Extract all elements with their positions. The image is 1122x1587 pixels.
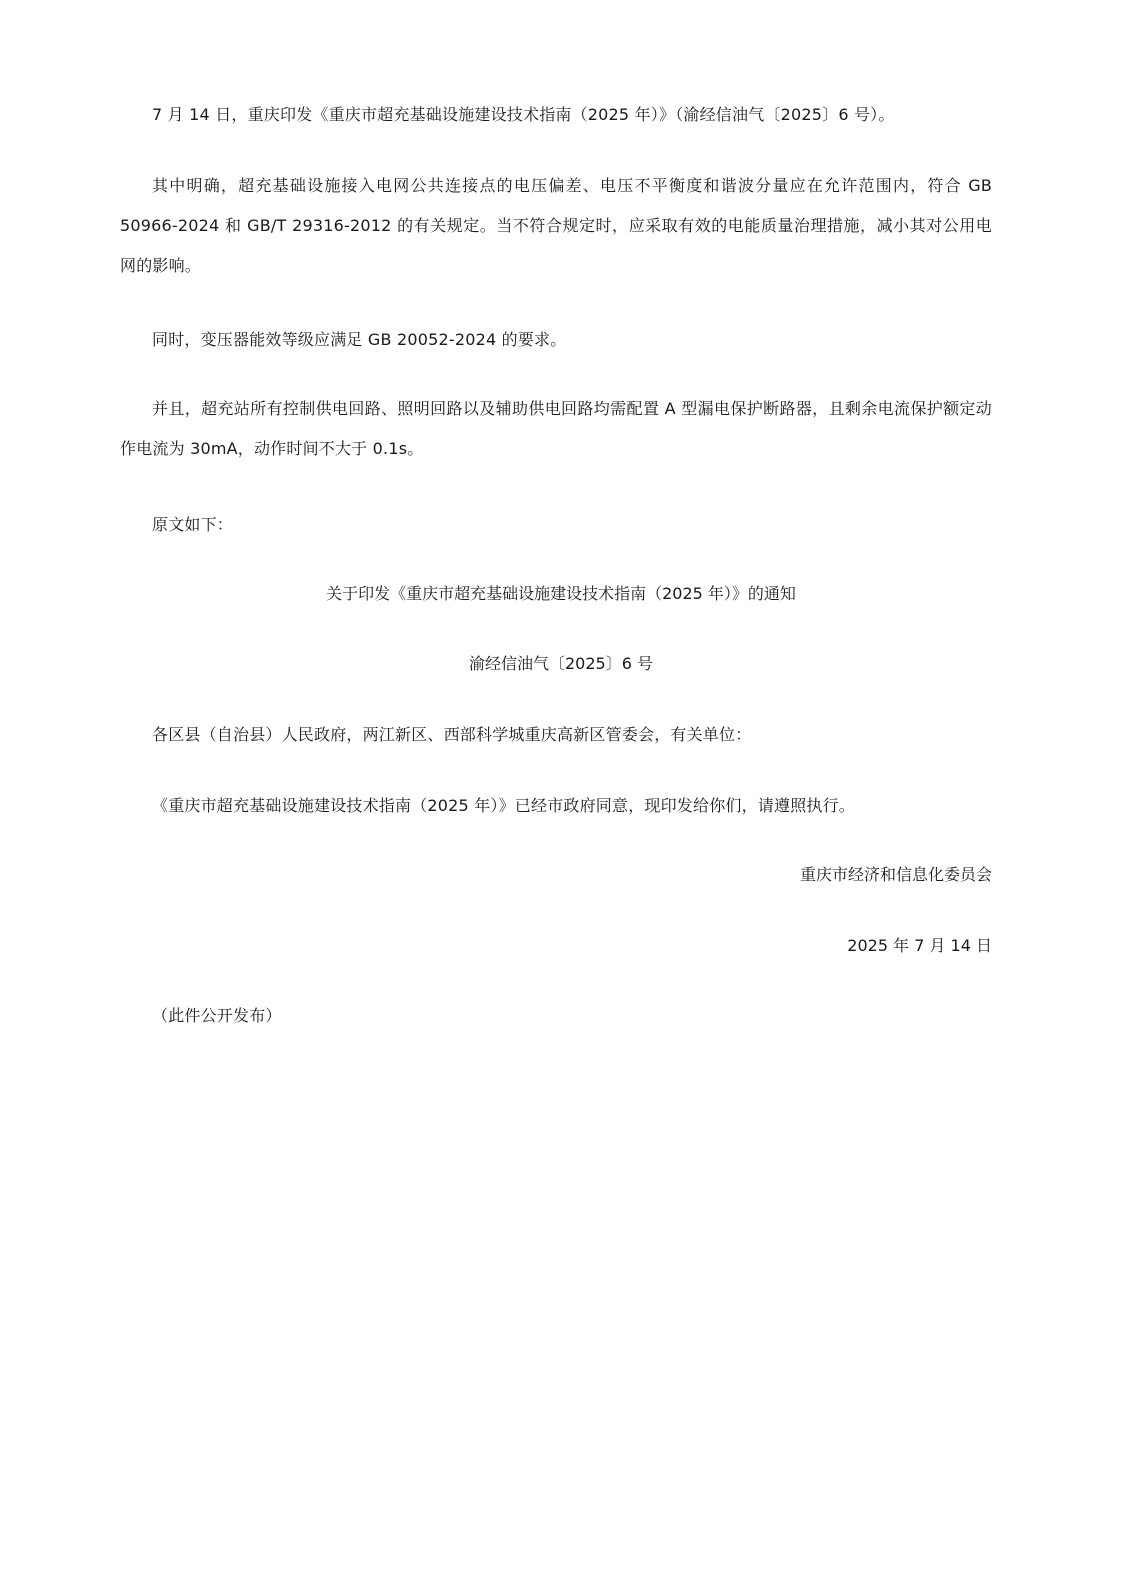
original-text-label: 原文如下： — [152, 515, 234, 534]
publication-note: （此件公开发布） — [152, 1006, 282, 1025]
notice-date: 2025 年 7 月 14 日 — [847, 936, 992, 955]
notice-recipients: 各区县（自治县）人民政府，两江新区、西部科学城重庆高新区管委会，有关单位： — [152, 725, 752, 744]
notice-issuer: 重庆市经济和信息化委员会 — [799, 865, 992, 884]
notice-body: 《重庆市超充基础设施建设技术指南（2025 年）》已经市政府同意，现印发给你们，请遵照执行。 — [152, 796, 856, 815]
notice-document-number: 渝经信油气〔2025〕6 号 — [469, 654, 653, 673]
leakage-protection-paragraph: 并且，超充站所有控制供电回路、照明回路以及辅助供电回路均需配置 A 型漏电保护断路器，且剩余电流保护额定动作电流为 30mA，动作时间不大于 0.1s。 — [120, 399, 992, 458]
grid-requirements-paragraph: 其中明确，超充基础设施接入电网公共连接点的电压偏差、电压不平衡度和谐波分量应在允许范围内，符合 GB 50966-2024 和 GB/T 29316-2012 的有关规定。当不符合规定时，应采取有效的电能质量治理措施，减小其对公用电网的影响。 — [120, 176, 992, 275]
intro-paragraph: 7 月 14 日，重庆印发《重庆市超充基础设施建设技术指南（2025 年）》（渝经信油气〔2025〕6 号）。 — [152, 105, 895, 124]
transformer-efficiency-paragraph: 同时，变压器能效等级应满足 GB 20052-2024 的要求。 — [152, 330, 567, 349]
notice-title: 关于印发《重庆市超充基础设施建设技术指南（2025 年）》的通知 — [326, 584, 796, 603]
